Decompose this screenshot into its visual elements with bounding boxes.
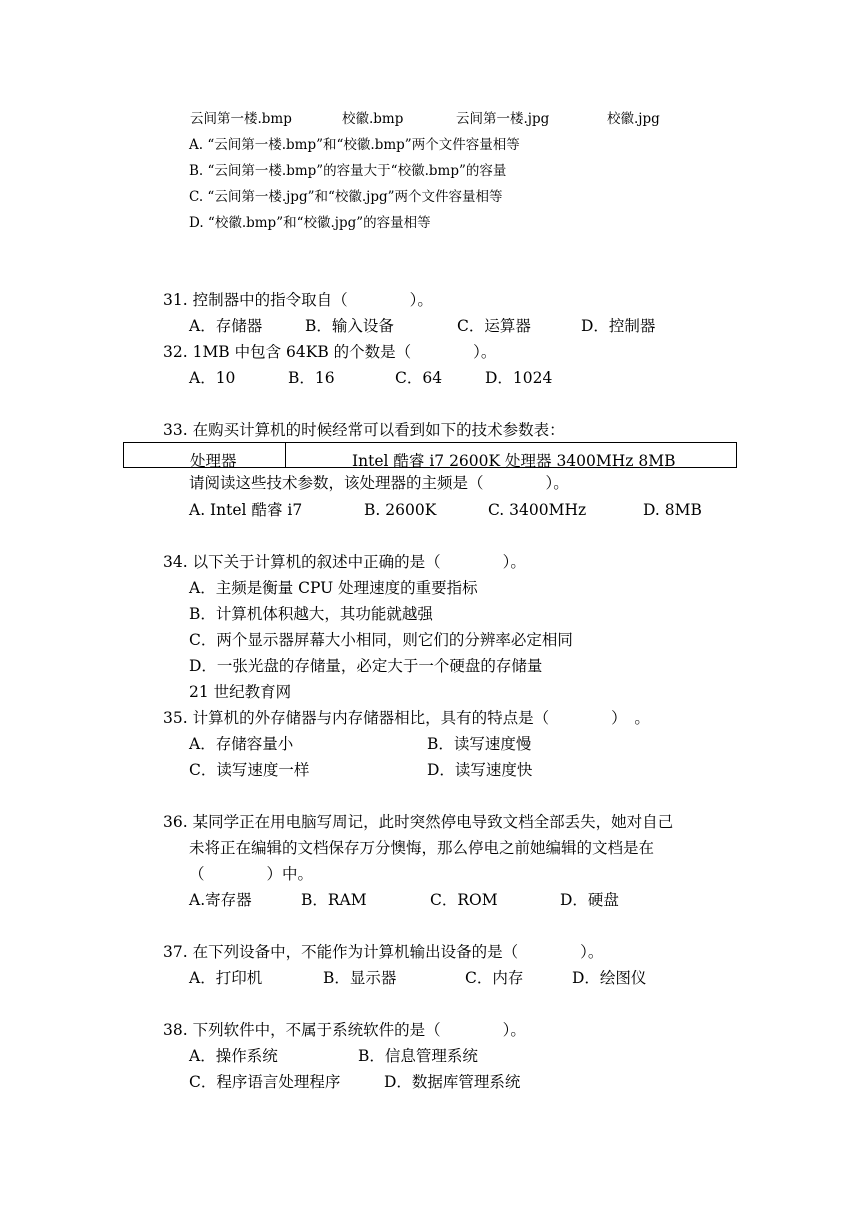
spec-value: Intel 酷睿 i7 2600K 处理器 3400MHz 8MB (352, 452, 676, 470)
q30-option-c: C. “云间第一楼.jpg”和“校徽.jpg”两个文件容量相等 (189, 189, 503, 205)
q33-option-c: C. 3400MHz (488, 501, 587, 519)
q33-question: 请阅读这些技术参数，该处理器的主频是（ ）。 (189, 474, 569, 492)
image-caption: 云间第一楼.bmp (190, 111, 292, 127)
q34-stem: 34. 以下关于计算机的叙述中正确的是（ ）。 (163, 553, 526, 571)
q36-option-a: A.寄存器 (189, 891, 252, 909)
q33-option-a: A. Intel 酷睿 i7 (189, 501, 303, 519)
q35-option-b: B．读写速度慢 (427, 735, 532, 753)
image-caption: 校徽.bmp (342, 111, 404, 127)
spec-label: 处理器 (190, 452, 237, 470)
q32-option-b: B．16 (288, 369, 335, 387)
q32-option-c: C．64 (395, 369, 443, 387)
q36-stem-line-2: 未将正在编辑的文档保存万分懊悔，那么停电之前她编辑的文档是在 (189, 839, 655, 857)
q30-option-a: A. “云间第一楼.bmp”和“校徽.bmp”两个文件容量相等 (189, 137, 520, 153)
watermark-text: 21 世纪教育网 (189, 683, 292, 701)
q30-option-d: D. “校徽.bmp”和“校徽.jpg”的容量相等 (189, 215, 431, 231)
q36-stem-line-1: 36. 某同学正在用电脑写周记，此时突然停电导致文档全部丢失，她对自己 (163, 813, 674, 831)
q37-stem: 37. 在下列设备中，不能作为计算机输出设备的是（ ）。 (163, 943, 604, 961)
q34-option-d: D．一张光盘的存储量，必定大于一个硬盘的存储量 (189, 657, 543, 675)
image-caption: 校徽.jpg (607, 111, 660, 127)
q34-option-b: B．计算机体积越大，其功能就越强 (189, 605, 433, 623)
q36-option-c: C．ROM (430, 891, 498, 909)
q38-option-c: C．程序语言处理程序 (189, 1073, 341, 1091)
q33-stem: 33. 在购买计算机的时候经常可以看到如下的技术参数表： (163, 421, 565, 439)
q31-stem: 31. 控制器中的指令取自（ ）。 (163, 291, 433, 309)
q34-option-a: A．主频是衡量 CPU 处理速度的重要指标 (189, 579, 478, 597)
q33-option-d: D. 8MB (643, 501, 702, 519)
q35-option-d: D．读写速度快 (427, 761, 533, 779)
q31-option-c: C．运算器 (457, 317, 531, 335)
q31-option-d: D．控制器 (581, 317, 656, 335)
image-caption: 云间第一楼.jpg (456, 111, 550, 127)
q37-option-c: C．内存 (465, 969, 524, 987)
q37-option-b: B．显示器 (323, 969, 397, 987)
q37-option-a: A．打印机 (189, 969, 263, 987)
q36-stem-line-3: （ ）中。 (189, 865, 314, 883)
q30-option-b: B. “云间第一楼.bmp”的容量大于“校徽.bmp”的容量 (189, 163, 507, 179)
q36-option-b: B．RAM (301, 891, 367, 909)
table-divider (285, 443, 286, 467)
q38-stem: 38. 下列软件中，不属于系统软件的是（ ）。 (163, 1021, 526, 1039)
q35-option-c: C．读写速度一样 (189, 761, 310, 779)
q38-option-a: A．操作系统 (189, 1047, 278, 1065)
q34-option-c: C．两个显示器屏幕大小相同，则它们的分辨率必定相同 (189, 631, 573, 649)
q31-option-b: B．输入设备 (305, 317, 394, 335)
q37-option-d: D．绘图仪 (572, 969, 647, 987)
q31-option-a: A．存储器 (189, 317, 263, 335)
q32-option-d: D．1024 (485, 369, 553, 387)
q33-option-b: B. 2600K (364, 501, 437, 519)
q38-option-b: B．信息管理系统 (358, 1047, 478, 1065)
q36-option-d: D．硬盘 (560, 891, 619, 909)
q38-option-d: D．数据库管理系统 (384, 1073, 521, 1091)
q35-option-a: A．存储容量小 (189, 735, 294, 753)
q35-stem: 35. 计算机的外存储器与内存储器相比，具有的特点是（ ） 。 (163, 709, 650, 727)
q32-stem: 32. 1MB 中包含 64KB 的个数是（ ）。 (163, 343, 497, 361)
q32-option-a: A．10 (189, 369, 236, 387)
spec-table (123, 442, 737, 468)
